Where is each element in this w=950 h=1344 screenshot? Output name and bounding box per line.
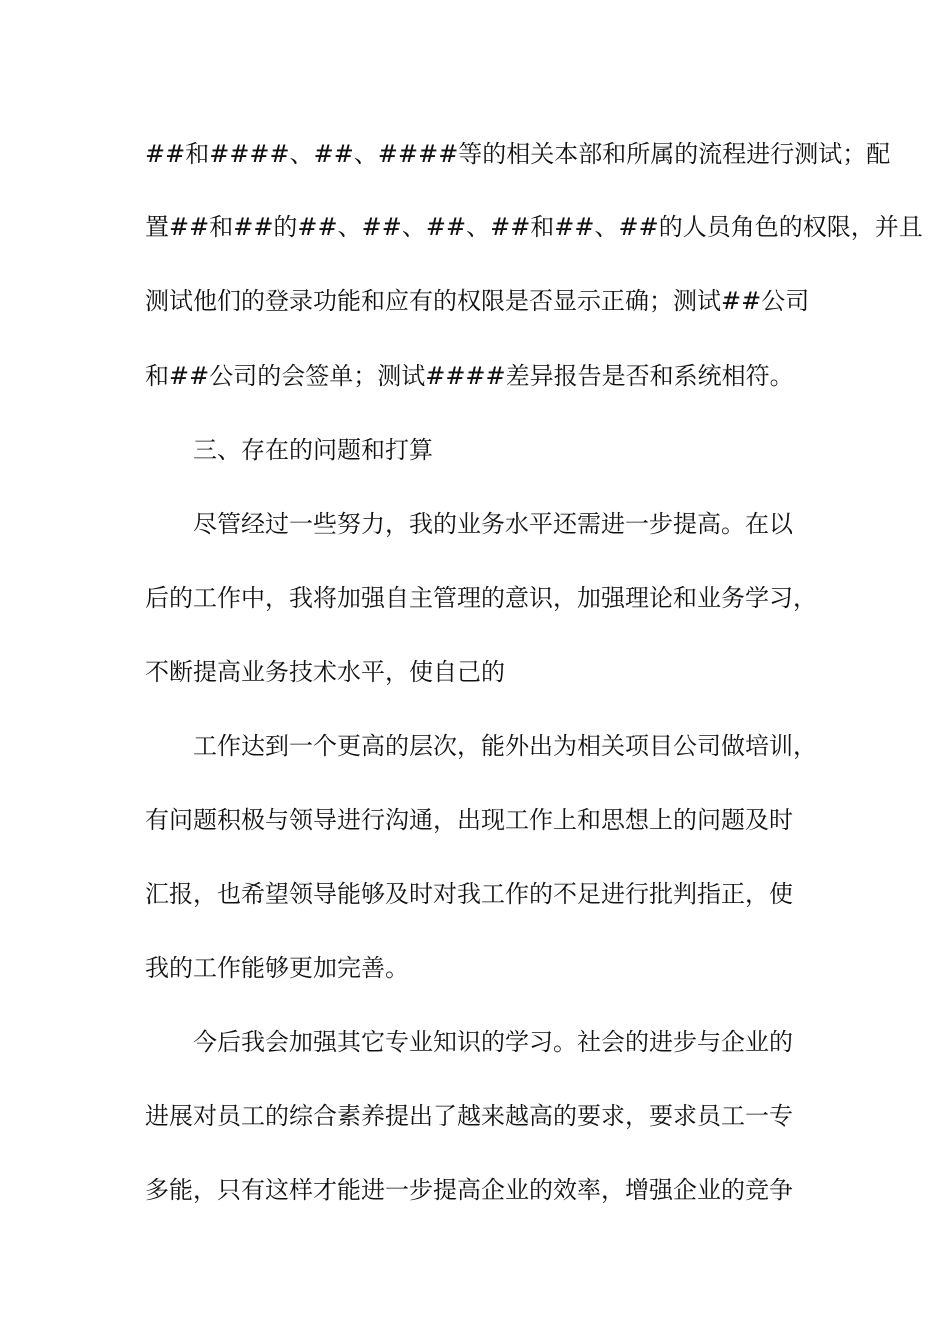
text-line: 工作达到一个更高的层次，能外出为相关项目公司做培训， [193, 732, 817, 760]
text-line: 测试他们的登录功能和应有的权限是否显示正确；测试##公司 [145, 287, 810, 315]
text-line: 汇报，也希望领导能够及时对我工作的不足进行批判指正，使 [145, 880, 793, 908]
text-line: 不断提高业务技术水平，使自己的 [145, 658, 505, 686]
text-line: 置##和##的##、##、##、##和##、##的人员角色的权限，并且 [145, 213, 923, 241]
text-line: 今后我会加强其它专业知识的学习。社会的进步与企业的 [193, 1028, 793, 1056]
text-line: 多能，只有这样才能进一步提高企业的效率，增强企业的竞争 [145, 1176, 793, 1204]
section-heading: 三、存在的问题和打算 [193, 436, 433, 464]
text-line: 后的工作中，我将加强自主管理的意识，加强理论和业务学习， [145, 584, 817, 612]
text-line: 尽管经过一些努力，我的业务水平还需进一步提高。在以 [193, 510, 793, 538]
text-line: ##和####、##、####等的相关本部和所属的流程进行测试；配 [145, 140, 891, 168]
text-line: 和##公司的会签单；测试####差异报告是否和系统相符。 [145, 362, 794, 390]
text-line: 我的工作能够更加完善。 [145, 954, 409, 982]
text-line: 有问题积极与领导进行沟通，出现工作上和思想上的问题及时 [145, 806, 793, 834]
text-line: 进展对员工的综合素养提出了越来越高的要求，要求员工一专 [145, 1102, 793, 1130]
